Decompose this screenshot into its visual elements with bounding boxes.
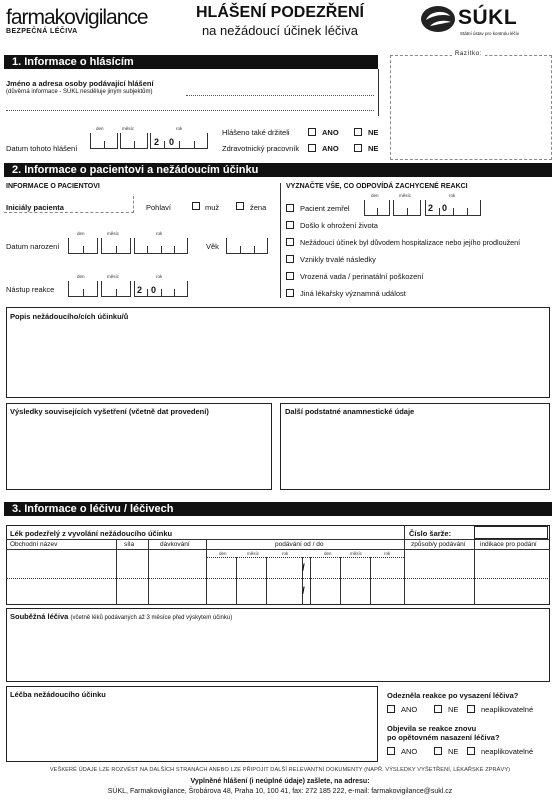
from-day-caption: den: [219, 551, 227, 556]
row-rule: [6, 578, 550, 579]
sukl-emblem-icon: [420, 4, 456, 34]
tick: [161, 246, 162, 254]
footer-note: VEŠKERÉ ÚDAJE LZE ROZVÉST NA DALŠÍCH STRANÁCH ANEBO LZE PŘIPOJIT DALŠÍ RELEVANTNÍ DOKUMENTY (NAPŘ. VÝSLEDKY VYŠETŘENÍ, LÉKAŘSKÉ ZPRÁVY): [49, 767, 511, 773]
opt-died-checkbox[interactable]: [286, 204, 294, 212]
reporter-name-field[interactable]: [186, 95, 374, 96]
onset-label: Nástup reakce: [6, 285, 55, 294]
q1-label: Odezněla reakce po vysazení léčiva?: [387, 691, 519, 700]
stamp-label: Razítko:: [452, 51, 485, 57]
description-label: Popis nežádoucího/cích účinku/ů: [10, 312, 129, 321]
worker-no-checkbox[interactable]: [354, 144, 362, 152]
report-year-caption: rok: [176, 126, 183, 131]
to-month-caption: měsíc: [350, 551, 363, 556]
table-rule: [6, 539, 550, 540]
table-col: [148, 539, 149, 605]
date-col: [266, 557, 267, 605]
q1-yes-label: ANO: [401, 705, 418, 714]
tick: [147, 289, 148, 297]
suspect-drug-label: Lék podezřelý z vyvolání nežádoucího účinku: [10, 529, 173, 538]
period-slash-2: /: [302, 586, 305, 597]
death-year-digit-0: 0: [442, 203, 448, 213]
death-year-digit-2: 2: [428, 203, 434, 213]
q2-na-label: neaplikovatelné: [481, 747, 534, 756]
table-col: [206, 539, 207, 605]
table-col: [116, 539, 117, 605]
results-field[interactable]: [6, 403, 272, 490]
concurrent-drugs-label: [10, 612, 232, 621]
col-period-header: podávání od / do: [275, 541, 324, 548]
tick: [116, 246, 117, 254]
results-label: Výsledky souvisejících vyšetření (včetně dat provedení): [10, 407, 209, 416]
logo-sub: BEZPEČNÁ LÉČIVA: [6, 28, 78, 35]
holder-yes-checkbox[interactable]: [308, 128, 316, 136]
col-strength-header: síla: [124, 541, 135, 548]
worker-label: Zdravotnický pracovník: [222, 144, 300, 153]
section2-header: 2. Informace o pacientovi a nežádoucím účinku: [4, 163, 552, 177]
q1-no-checkbox[interactable]: [434, 705, 442, 713]
q2-yes-label: ANO: [401, 747, 418, 756]
report-date-label: Datum tohoto hlášení: [6, 144, 78, 153]
worker-no-label: NE: [368, 144, 379, 153]
age-field[interactable]: [226, 238, 268, 254]
sukl-tagline: Státní ústav pro kontrolu léčiv: [460, 31, 520, 36]
sex-male-label: muž: [205, 203, 220, 212]
sex-male-checkbox[interactable]: [192, 202, 200, 210]
birth-label: Datum narození: [6, 242, 60, 251]
q1-yes-checkbox[interactable]: [387, 705, 395, 713]
tick: [83, 246, 84, 254]
worker-yes-checkbox[interactable]: [308, 144, 316, 152]
col-indication-header: indikace pro podání: [480, 541, 537, 548]
from-year-caption: rok: [282, 551, 289, 556]
opt-other-label: Jiná lékařsky významná událost: [300, 289, 406, 298]
reporter-address-field[interactable]: [6, 110, 374, 111]
col-route-header: způsob/y podávání: [411, 541, 466, 548]
section2-column-divider: [280, 183, 281, 298]
concurrent-note: (včetně léků podávaných až 3 měsíce před výskytem účinku): [70, 615, 233, 621]
opt-congenital-checkbox[interactable]: [286, 272, 294, 280]
q2-no-checkbox[interactable]: [434, 747, 442, 755]
tick: [377, 208, 378, 216]
opt-hospitalization-label: Nežádoucí účinek byl důvodem hospitalizace nebo jejího prodloužení: [300, 238, 521, 247]
tick: [83, 289, 84, 297]
report-month-caption: měsíc: [122, 126, 135, 131]
tick: [254, 246, 255, 254]
holder-label: Hlášeno také držiteli: [222, 128, 290, 137]
tick: [194, 141, 195, 149]
q1-na-checkbox[interactable]: [467, 705, 475, 713]
anamnesis-label: Další podstatné anamnestické údaje: [285, 407, 415, 416]
q2-na-checkbox[interactable]: [467, 747, 475, 755]
age-label: Věk: [206, 242, 219, 251]
from-month-caption: měsíc: [247, 551, 260, 556]
col-name-header: Obchodní název: [10, 541, 58, 548]
tick: [174, 246, 175, 254]
date-col: [310, 557, 311, 605]
initials-field[interactable]: [4, 196, 134, 213]
date-col: [236, 557, 237, 605]
tick: [134, 141, 135, 149]
report-day-caption: den: [96, 126, 104, 131]
opt-life-threat-checkbox[interactable]: [286, 221, 294, 229]
sukl-name: SÚKL: [458, 6, 518, 29]
onset-day-caption: den: [77, 274, 85, 279]
section1-right-rule: [378, 69, 379, 116]
reaction-mark-header: VYZNAČTE VŠE, CO ODPOVÍDÁ ZACHYCENÉ REAKCI: [286, 183, 468, 190]
onset-month-caption: měsíc: [107, 274, 120, 279]
holder-no-checkbox[interactable]: [354, 128, 362, 136]
table-rule: [6, 549, 550, 550]
footer-address: SÚKL, Farmakovigilance, Šrobárova 48, Praha 10, 100 41, fax: 272 185 222, e-mail: farmakovigilance@sukl.cz: [107, 788, 453, 795]
initials-label: Iniciály pacienta: [6, 203, 64, 212]
tick: [116, 289, 117, 297]
tick: [164, 141, 165, 149]
patient-info-header: INFORMACE O PACIENTOVI: [6, 183, 100, 190]
tick: [174, 289, 175, 297]
batch-label: Číslo šarže:: [409, 529, 452, 538]
concurrent-title: Souběžná léčiva: [10, 612, 69, 621]
onset-year-digit-0: 0: [151, 285, 157, 295]
opt-congenital-label: Vrozená vada / perinatální poškození: [300, 272, 424, 281]
holder-no-label: NE: [368, 128, 379, 137]
reporter-name-label: Jméno a adresa osoby podávající hlášení: [6, 79, 154, 88]
col-dose-header: dávkování: [160, 541, 190, 548]
tick: [467, 208, 468, 216]
q2-label-b: po opětovném nasazení léčiva?: [387, 733, 500, 742]
birth-day-caption: den: [77, 231, 85, 236]
opt-permanent-checkbox[interactable]: [286, 255, 294, 263]
death-day-caption: den: [371, 193, 379, 198]
onset-year-digit-2: 2: [137, 285, 143, 295]
q1-no-label: NE: [448, 705, 459, 714]
tick: [104, 141, 105, 149]
opt-life-threat-label: Došlo k ohrožení života: [300, 221, 378, 230]
tick: [161, 289, 162, 297]
birth-month-caption: měsíc: [107, 231, 120, 236]
report-year-digit-0: 0: [169, 137, 175, 147]
farmakovigilance-logo: [6, 6, 148, 35]
q2-yes-checkbox[interactable]: [387, 747, 395, 755]
tick: [179, 141, 180, 149]
onset-year-caption: rok: [156, 274, 163, 279]
logo-name: farmakovigilance: [6, 6, 148, 29]
stamp-box[interactable]: [390, 55, 552, 160]
section1-header: 1. Informace o hlásícím: [4, 55, 378, 69]
death-year-caption: rok: [449, 193, 456, 198]
sex-label: Pohlaví: [146, 203, 172, 212]
opt-other-checkbox[interactable]: [286, 289, 294, 297]
anamnesis-field[interactable]: [280, 403, 550, 490]
treatment-label: Léčba nežádoucího účinku: [10, 690, 106, 699]
tick: [453, 208, 454, 216]
date-col: [340, 557, 341, 605]
opt-permanent-label: Vznikly trvalé následky: [300, 255, 376, 264]
title-line1: HLÁŠENÍ PODEZŘENÍ: [195, 4, 364, 21]
opt-hospitalization-checkbox[interactable]: [286, 238, 294, 246]
report-year-digit-2: 2: [154, 137, 160, 147]
opt-died-label: Pacient zemřel: [300, 204, 350, 213]
to-day-caption: den: [324, 551, 332, 556]
death-month-caption: měsíc: [399, 193, 412, 198]
table-col: [404, 525, 405, 605]
reporter-name-note: (důvěrná informace - SÚKL nesděluje jiným subjektům): [6, 89, 153, 95]
worker-yes-label: ANO: [322, 144, 339, 153]
period-slash-1: /: [302, 563, 305, 574]
tick: [439, 208, 440, 216]
title-line2: na nežádoucí účinek léčiva: [201, 23, 359, 38]
tick: [407, 208, 408, 216]
form-title: [170, 4, 390, 38]
date-col: [370, 557, 371, 605]
sex-female-checkbox[interactable]: [236, 202, 244, 210]
q1-na-label: neaplikovatelné: [481, 705, 534, 714]
q2-no-label: NE: [448, 747, 459, 756]
q2-label-a: Objevila se reakce znovu: [387, 724, 477, 733]
batch-field[interactable]: [474, 526, 548, 539]
to-year-caption: rok: [384, 551, 391, 556]
table-col: [474, 539, 475, 605]
footer-send: Vyplněné hlášení (i neúplné údaje) zašlete, na adresu:: [190, 778, 370, 785]
section3-header: 3. Informace o léčivu / léčivech: [4, 502, 552, 516]
tick: [147, 246, 148, 254]
birth-year-caption: rok: [156, 231, 163, 236]
sex-female-label: žena: [250, 203, 267, 212]
holder-yes-label: ANO: [322, 128, 339, 137]
tick: [240, 246, 241, 254]
